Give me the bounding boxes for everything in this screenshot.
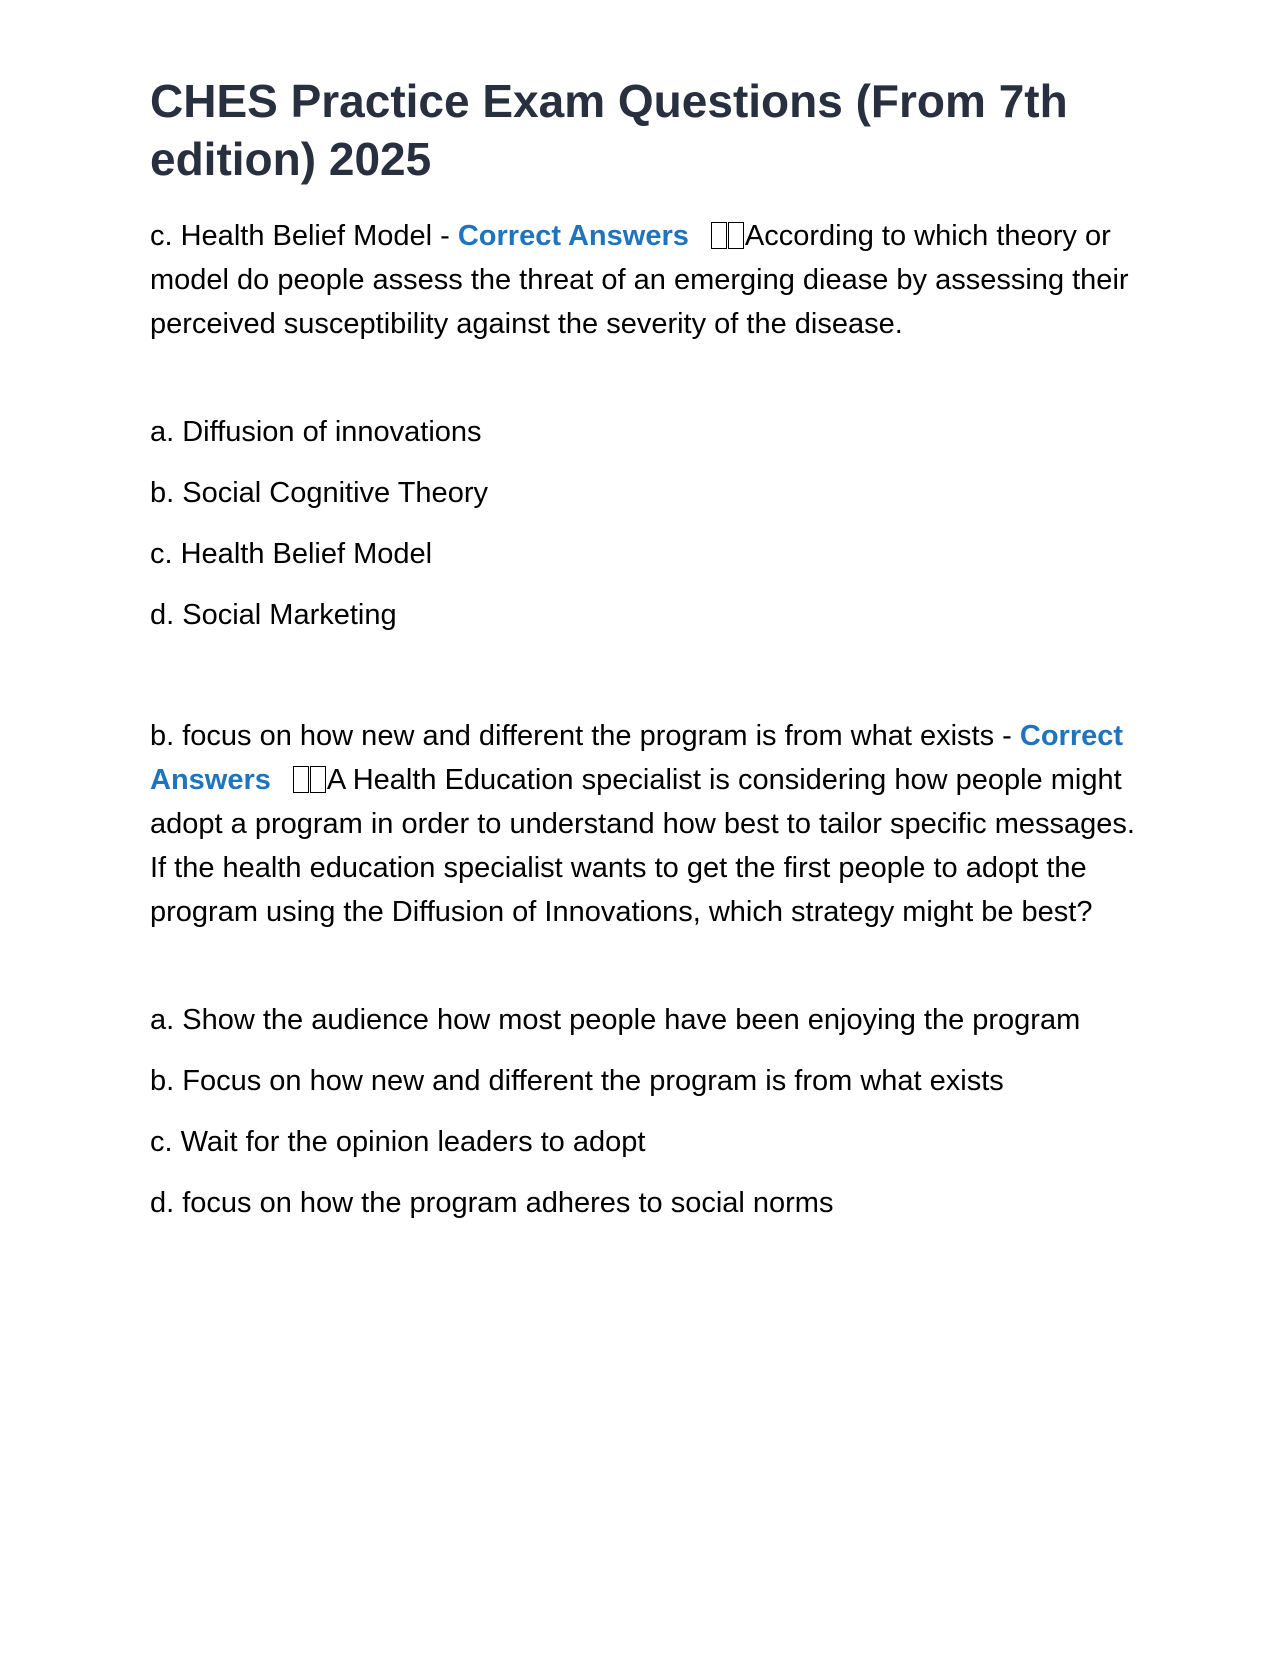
option-item: c. Health Belief Model: [150, 538, 433, 570]
answer-text-1: c. Health Belief Model -: [150, 220, 458, 252]
question-text-2: A Health Education specialist is considering how people might adopt a program in order to understand how best to tailor specific messages. If the health education specialist wants to get the first people to adopt the program using the Diffusion of Innovations, which strategy might be best?: [150, 764, 1135, 928]
question-text-1: According to which theory or model do people assess the threat of an emerging diease by assessing their perceived susceptibility against the severity of the disease.: [150, 220, 1129, 340]
question-paragraph-1: [150, 214, 1140, 346]
correct-answers-label-2: Correct Answers: [150, 720, 1124, 796]
missing-glyph-box-icon: [293, 758, 327, 802]
correct-answers-label-1: Correct Answers: [457, 220, 689, 252]
option-item: b. Social Cognitive Theory: [150, 477, 488, 509]
option-item: c. Wait for the opinion leaders to adopt: [150, 1126, 646, 1158]
option-item: a. Diffusion of innovations: [150, 416, 482, 448]
option-item: d. Social Marketing: [150, 599, 397, 631]
option-item: b. Focus on how new and different the program is from what exists: [150, 1065, 1004, 1097]
missing-glyph-box-icon: [711, 214, 745, 258]
question-paragraph-2: [150, 714, 1140, 934]
answer-text-2: b. focus on how new and different the program is from what exists -: [150, 720, 1020, 752]
qa-item-1: [150, 214, 1140, 637]
option-item: a. Show the audience how most people have been enjoying the program: [150, 1004, 1081, 1036]
option-item: d. focus on how the program adheres to social norms: [150, 1187, 834, 1219]
page-title: CHES Practice Exam Questions (From 7th edition) 2025: [150, 75, 1068, 185]
document-page: [150, 72, 1140, 1225]
options-list-2: [150, 998, 1140, 1225]
qa-item-2: [150, 714, 1140, 1225]
options-list-1: [150, 410, 1140, 637]
